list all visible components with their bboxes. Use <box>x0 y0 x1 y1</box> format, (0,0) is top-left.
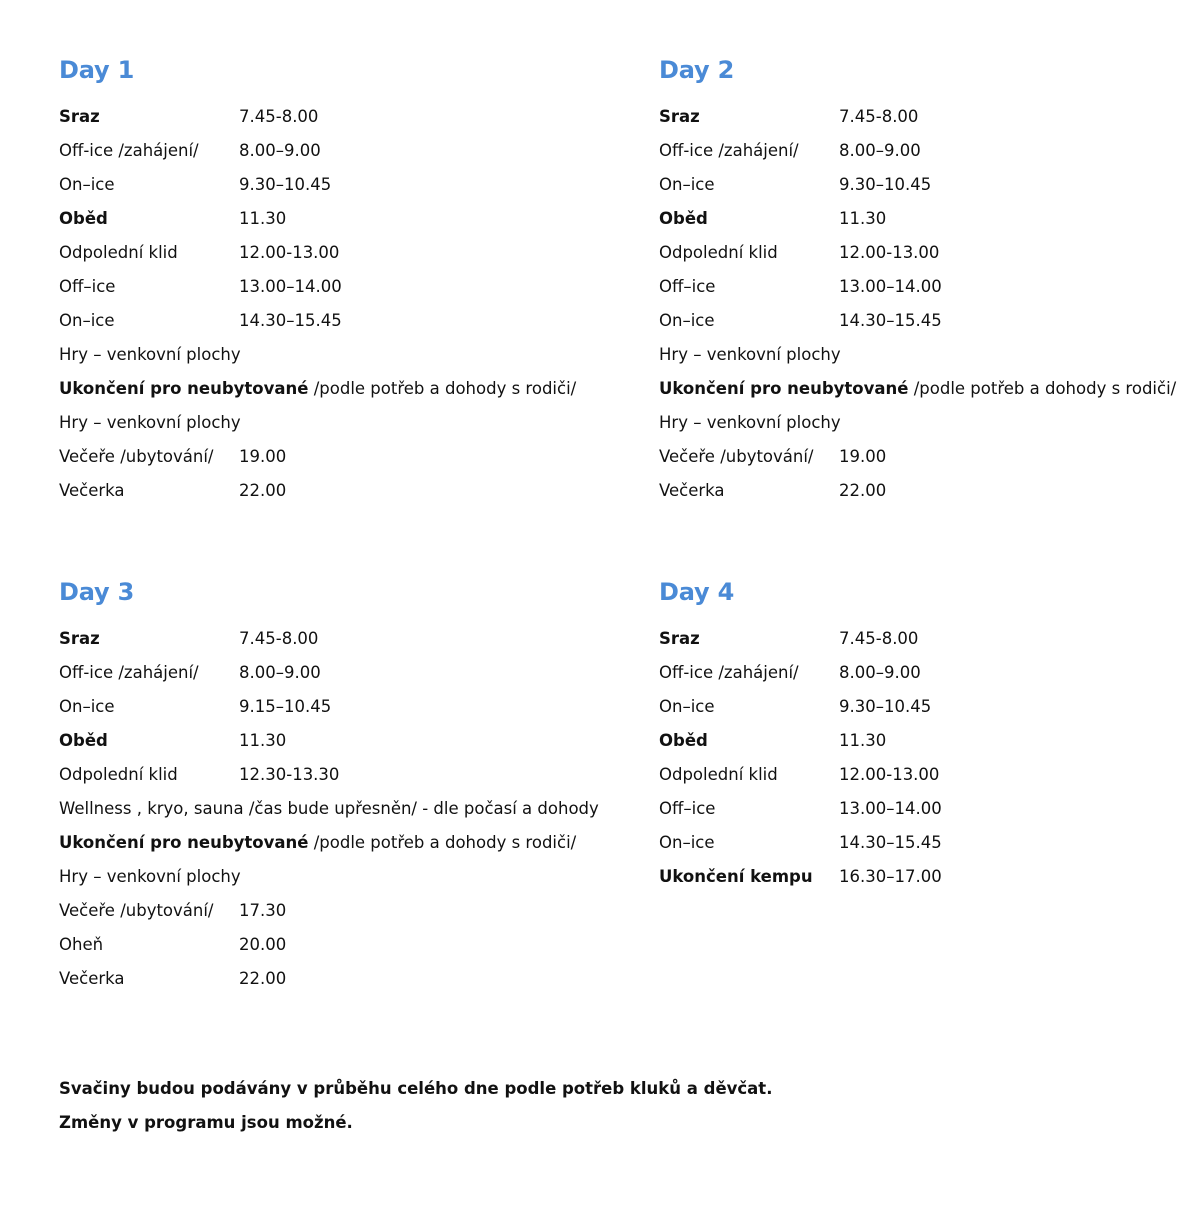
schedule-list <box>59 622 619 996</box>
activity-label: Oheň <box>59 935 104 954</box>
activity-label: Oběd <box>659 731 708 750</box>
activity-time: 11.30 <box>839 731 887 750</box>
activity-time: 17.30 <box>239 901 287 920</box>
schedule-row <box>659 758 1200 792</box>
activity-note: /podle potřeb a dohody s rodiči/ <box>908 379 1177 398</box>
activity-time: 22.00 <box>839 481 887 500</box>
activity-time: 19.00 <box>239 447 287 466</box>
activity-time: 8.00–9.00 <box>839 663 921 682</box>
activity-label: Off-ice /zahájení/ <box>59 663 199 682</box>
footer-notes <box>59 1072 772 1140</box>
schedule-row <box>59 406 619 440</box>
activity-time: 7.45-8.00 <box>239 629 319 648</box>
schedule-row <box>659 304 1200 338</box>
schedule-row <box>59 474 619 508</box>
activity-time: 11.30 <box>239 731 287 750</box>
activity-label: On–ice <box>659 311 715 330</box>
activity-time: 11.30 <box>239 209 287 228</box>
activity-label: On–ice <box>659 697 715 716</box>
activity-time: 7.45-8.00 <box>839 107 919 126</box>
activity-note: /podle potřeb a dohody s rodiči/ <box>308 379 577 398</box>
schedule-row <box>59 758 619 792</box>
schedule-row <box>59 372 619 406</box>
activity-label: Hry – venkovní plochy <box>59 867 241 886</box>
activity-time: 9.30–10.45 <box>839 697 932 716</box>
schedule-row <box>59 894 619 928</box>
activity-label: Večerka <box>59 481 125 500</box>
schedule-row <box>659 168 1200 202</box>
activity-time: 12.00-13.00 <box>239 243 340 262</box>
activity-time: 22.00 <box>239 969 287 988</box>
schedule-row <box>59 338 619 372</box>
activity-label: Sraz <box>59 107 100 126</box>
schedule-row <box>659 134 1200 168</box>
activity-label: On–ice <box>659 175 715 194</box>
activity-label: Off–ice <box>59 277 116 296</box>
activity-time: 11.30 <box>839 209 887 228</box>
schedule-row <box>659 792 1200 826</box>
activity-label: Sraz <box>659 107 700 126</box>
activity-label: Odpolední klid <box>59 243 178 262</box>
activity-time: 12.30-13.30 <box>239 765 340 784</box>
schedule-row <box>59 440 619 474</box>
activity-label: Oběd <box>59 209 108 228</box>
schedule-row <box>659 440 1200 474</box>
activity-time: 19.00 <box>839 447 887 466</box>
activity-time: 12.00-13.00 <box>839 243 940 262</box>
activity-label: Off–ice <box>659 799 716 818</box>
schedule-row <box>59 304 619 338</box>
schedule-row <box>59 962 619 996</box>
schedule-row <box>659 656 1200 690</box>
activity-time: 8.00–9.00 <box>239 663 321 682</box>
activity-label: Ukončení pro neubytované <box>59 833 309 852</box>
schedule-row <box>659 724 1200 758</box>
activity-time: 13.00–14.00 <box>839 799 942 818</box>
schedule-row <box>659 202 1200 236</box>
activity-label: Večerka <box>59 969 125 988</box>
activity-label: Odpolední klid <box>659 243 778 262</box>
schedule-row <box>659 236 1200 270</box>
schedule-row <box>59 928 619 962</box>
schedule-row <box>659 474 1200 508</box>
activity-time: 7.45-8.00 <box>839 629 919 648</box>
activity-note: /podle potřeb a dohody s rodiči/ <box>308 833 577 852</box>
activity-time: 22.00 <box>239 481 287 500</box>
schedule-row <box>659 826 1200 860</box>
schedule-row <box>59 656 619 690</box>
activity-time: 20.00 <box>239 935 287 954</box>
activity-time: 13.00–14.00 <box>239 277 342 296</box>
activity-label: Oběd <box>659 209 708 228</box>
schedule-list <box>59 100 619 508</box>
activity-label: On–ice <box>59 697 115 716</box>
activity-label: Off-ice /zahájení/ <box>659 663 799 682</box>
activity-label: Večeře /ubytování/ <box>59 447 214 466</box>
day-title: Day 1 <box>59 56 135 84</box>
activity-time: 12.00-13.00 <box>839 765 940 784</box>
activity-label: Večeře /ubytování/ <box>659 447 814 466</box>
activity-label: Off-ice /zahájení/ <box>659 141 799 160</box>
activity-label: Odpolední klid <box>59 765 178 784</box>
activity-time: 14.30–15.45 <box>839 833 942 852</box>
activity-label: Večerka <box>659 481 725 500</box>
activity-time: 9.30–10.45 <box>239 175 332 194</box>
activity-label: Off–ice <box>659 277 716 296</box>
activity-label: Hry – venkovní plochy <box>659 345 841 364</box>
schedule-list <box>659 622 1200 894</box>
activity-label: Sraz <box>659 629 700 648</box>
schedule-row <box>659 860 1200 894</box>
day-3-section <box>59 574 619 996</box>
activity-label: On–ice <box>659 833 715 852</box>
day-title: Day 3 <box>59 578 135 606</box>
activity-time: 9.30–10.45 <box>839 175 932 194</box>
schedule-row <box>59 792 619 826</box>
schedule-row <box>59 860 619 894</box>
schedule-row <box>59 236 619 270</box>
schedule-row <box>59 202 619 236</box>
activity-label: Večeře /ubytování/ <box>59 901 214 920</box>
schedule-row <box>659 690 1200 724</box>
activity-time: 8.00–9.00 <box>839 141 921 160</box>
schedule-row <box>659 270 1200 304</box>
activity-label: Oběd <box>59 731 108 750</box>
schedule-row <box>59 270 619 304</box>
activity-label: Sraz <box>59 629 100 648</box>
activity-time: 14.30–15.45 <box>239 311 342 330</box>
activity-time: 14.30–15.45 <box>839 311 942 330</box>
activity-label: On–ice <box>59 311 115 330</box>
activity-time: 8.00–9.00 <box>239 141 321 160</box>
schedule-list <box>659 100 1200 508</box>
activity-label: On–ice <box>59 175 115 194</box>
activity-label: Off-ice /zahájení/ <box>59 141 199 160</box>
activity-label: Hry – venkovní plochy <box>659 413 841 432</box>
activity-label: Odpolední klid <box>659 765 778 784</box>
schedule-row <box>659 338 1200 372</box>
schedule-row <box>59 690 619 724</box>
activity-time: 7.45-8.00 <box>239 107 319 126</box>
activity-label: Hry – venkovní plochy <box>59 345 241 364</box>
schedule-row <box>659 372 1200 406</box>
schedule-row <box>59 724 619 758</box>
schedule-row <box>59 168 619 202</box>
schedule-row <box>659 100 1200 134</box>
activity-time: 13.00–14.00 <box>839 277 942 296</box>
activity-label: Wellness , kryo, sauna /čas bude upřesněn/ - dle počasí a dohody <box>59 799 599 818</box>
activity-label: Hry – venkovní plochy <box>59 413 241 432</box>
activity-time: 9.15–10.45 <box>239 697 332 716</box>
schedule-row <box>59 134 619 168</box>
day-1-section <box>59 52 619 508</box>
snacks-note: Svačiny budou podávány v průběhu celého dne podle potřeb kluků a děvčat. <box>59 1079 773 1098</box>
activity-label: Ukončení kempu <box>659 867 813 886</box>
schedule-row <box>659 406 1200 440</box>
schedule-row <box>659 622 1200 656</box>
changes-note: Změny v programu jsou možné. <box>59 1113 353 1132</box>
schedule-row <box>59 826 619 860</box>
schedule-row <box>59 622 619 656</box>
day-2-section <box>659 52 1200 508</box>
activity-time: 16.30–17.00 <box>839 867 942 886</box>
day-title: Day 4 <box>659 578 735 606</box>
activity-label: Ukončení pro neubytované <box>659 379 909 398</box>
day-4-section <box>659 574 1200 894</box>
activity-label: Ukončení pro neubytované <box>59 379 309 398</box>
schedule-row <box>59 100 619 134</box>
day-title: Day 2 <box>659 56 735 84</box>
